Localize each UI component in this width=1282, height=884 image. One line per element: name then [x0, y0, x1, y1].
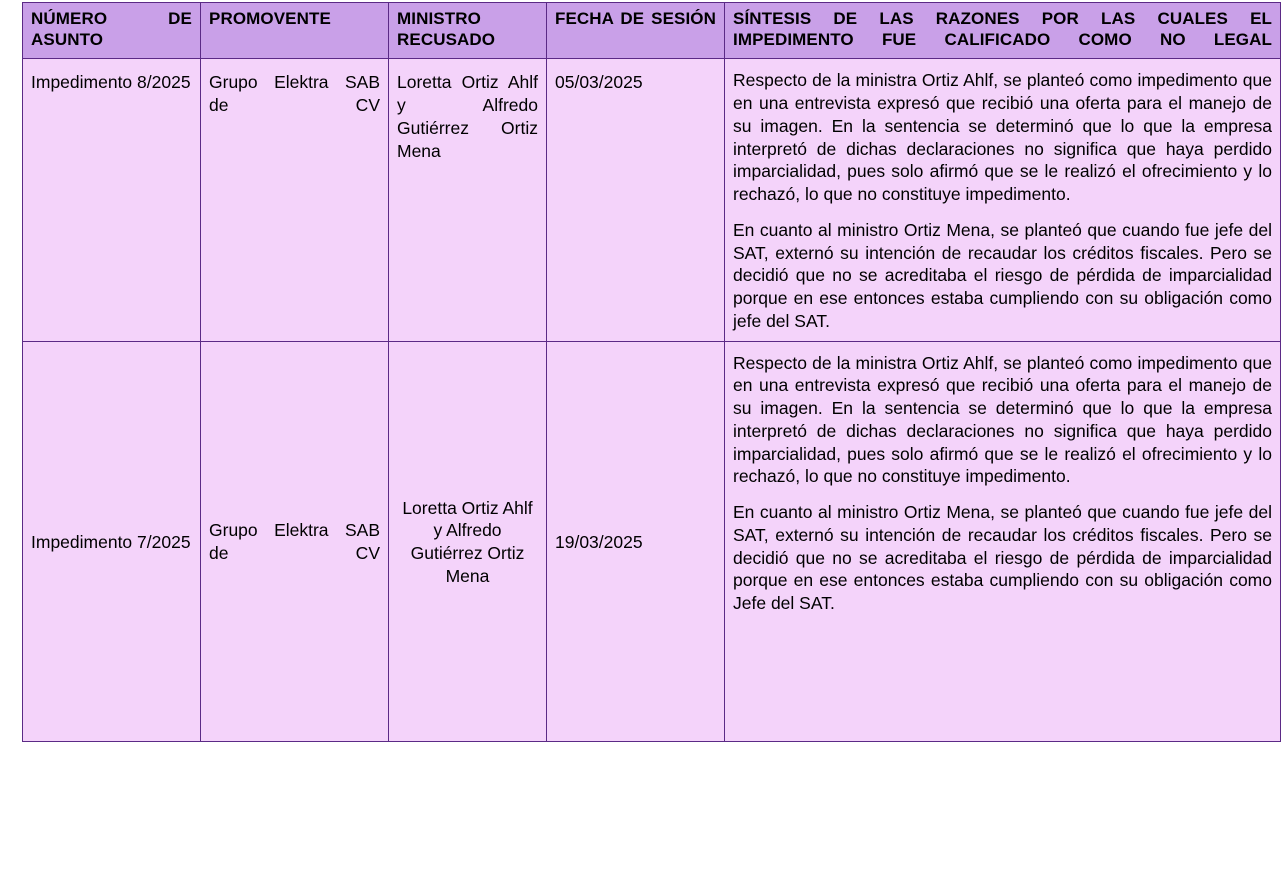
sintesis-paragraph: En cuanto al ministro Ortiz Mena, se planteó que cuando fue jefe del SAT, externó su intención de recaudar los créditos fiscales. Pero se decidió que no se acreditaba el riesgo de pérdida de imparcialidad porque en ese entonces estaba cumpliendo con su obligación como Jefe del SAT. — [733, 502, 1272, 614]
table-row — [23, 59, 1281, 341]
sintesis-paragraph: Respecto de la ministra Ortiz Ahlf, se planteó como impedimento que en una entrevista expresó que recibió una oferta para el manejo de su imagen. En la sentencia se determinó que lo que la empresa interpretó de dichas declaraciones no significa que haya perdido imparcialidad, pues solo afirmó que se le realizó el ofrecimiento y lo rechazó, lo que no constituye impedimento. — [733, 352, 1272, 487]
cell-ministro-recusado: Loretta Ortiz Ahlf y Alfredo Gutiérrez Ortiz Mena — [389, 341, 547, 741]
cell-fecha-sesion: 05/03/2025 — [547, 59, 725, 341]
table-body — [23, 59, 1281, 741]
column-header-sintesis: SÍNTESIS DE LAS RAZONES POR LAS CUALES EL IMPEDIMENTO FUE CALIFICADO COMO NO LEGAL — [725, 3, 1281, 59]
sintesis-paragraph: Respecto de la ministra Ortiz Ahlf, se planteó como impedimento que en una entrevista expresó que recibió una oferta para el manejo de su imagen. En la sentencia se determinó que lo que la empresa interpretó de dichas declaraciones no significa que haya perdido imparcialidad, pues solo afirmó que se le realizó el ofrecimiento y lo rechazó, lo que no constituye impedimento. — [733, 70, 1272, 205]
table-header — [23, 3, 1281, 59]
impedimentos-table — [22, 2, 1281, 742]
document-page — [0, 2, 1282, 884]
column-header-fecha-sesion: FECHA DE SESIÓN — [547, 3, 725, 59]
table-row — [23, 341, 1281, 741]
cell-ministro-recusado: Loretta Ortiz Ahlf y Alfredo Gutiérrez Ortiz Mena — [389, 59, 547, 341]
cell-promovente: Grupo Elektra SAB de CV — [201, 341, 389, 741]
cell-numero-asunto: Impedimento 8/2025 — [23, 59, 201, 341]
column-header-ministro-recusado: MINISTRO RECUSADO — [389, 3, 547, 59]
table-header-row — [23, 3, 1281, 59]
column-header-promovente: PROMOVENTE — [201, 3, 389, 59]
cell-numero-asunto: Impedimento 7/2025 — [23, 341, 201, 741]
cell-sintesis — [725, 341, 1281, 741]
cell-promovente: Grupo Elektra SAB de CV — [201, 59, 389, 341]
column-header-numero-asunto: NÚMERO DE ASUNTO — [23, 3, 201, 59]
cell-fecha-sesion: 19/03/2025 — [547, 341, 725, 741]
sintesis-paragraph: En cuanto al ministro Ortiz Mena, se planteó que cuando fue jefe del SAT, externó su intención de recaudar los créditos fiscales. Pero se decidió que no se acreditaba el riesgo de pérdida de imparcialidad porque en ese entonces estaba cumpliendo con su obligación como jefe del SAT. — [733, 219, 1272, 331]
cell-sintesis — [725, 59, 1281, 341]
